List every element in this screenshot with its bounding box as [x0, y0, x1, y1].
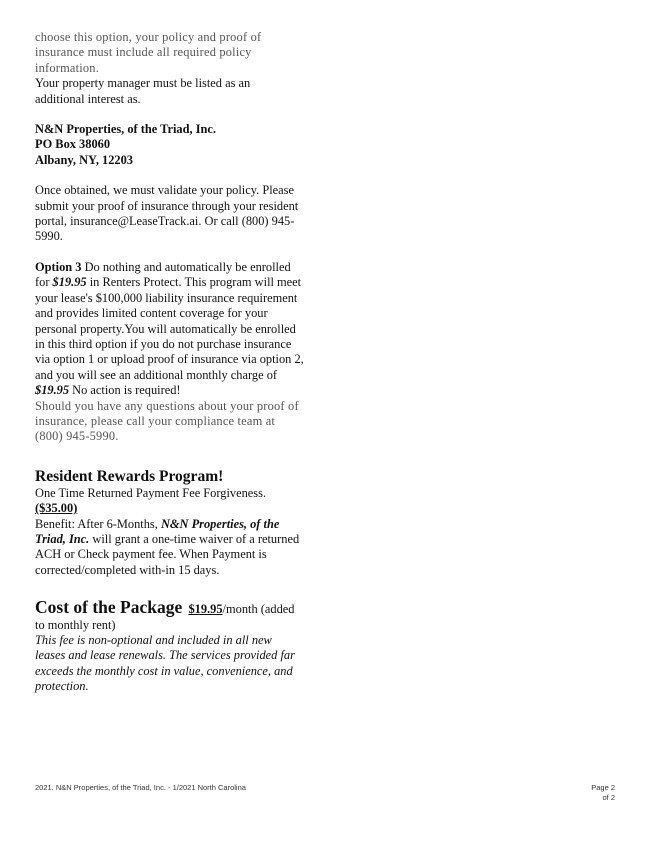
- main-column: [35, 30, 305, 695]
- footer-copyright: 2021. N&N Properties, of the Triad, Inc. - 1/2021 North Carolina: [35, 783, 246, 792]
- cost-unit: /month (added to monthly rent): [35, 602, 295, 632]
- option3-text-c: No action is required!: [69, 383, 181, 398]
- intro-line-4: Your property manager must be listed as an: [35, 76, 251, 91]
- intro-line-2: insurance must include all required policy: [35, 45, 252, 60]
- intro-line-5: additional interest as.: [35, 91, 141, 106]
- rewards-amount: ($35.00): [35, 501, 78, 516]
- address-po-box: PO Box 38060: [35, 137, 111, 152]
- option3-label: Option 3: [35, 259, 82, 274]
- intro-line-1: choose this option, your policy and proof of: [35, 30, 262, 44]
- address-city: Albany, NY, 12203: [35, 152, 134, 167]
- questions-paragraph: Should you have any questions about your proof of insurance, please call your compliance team at (800) 945-5990.: [35, 398, 299, 444]
- intro-line-3: information.: [35, 60, 99, 75]
- cost-price: $19.95: [188, 602, 223, 617]
- option3-price-a: $19.95: [52, 275, 87, 290]
- rewards-line-1: One Time Returned Payment Fee Forgiveness.: [35, 485, 267, 500]
- cost-line: [35, 597, 305, 633]
- cost-note: This fee is non-optional and included in all new leases and lease renewals. The services provided far exceeds the monthly cost in value, convenience, and protection.: [35, 633, 295, 694]
- option3-paragraph: [35, 260, 305, 399]
- rewards-heading: Resident Rewards Program!: [35, 467, 224, 485]
- address-name: N&N Properties, of the Triad, Inc.: [35, 122, 217, 137]
- rewards-benefit-company: N&N Properties, of the Triad, Inc.: [35, 516, 280, 546]
- option3-text-a: Do nothing and automatically be enrolled for: [35, 259, 291, 290]
- footer-page-number: [560, 783, 615, 803]
- rewards-benefit-b: will grant a one-time waiver of a returned ACH or Check payment fee. When Payment is corrected/completed with-in 15 days.: [35, 531, 300, 577]
- validate-paragraph: Once obtained, we must validate your policy. Please submit your proof of insurance through your resident portal, insurance@LeaseTrack.ai. Or call (800) 945-5990.: [35, 183, 299, 244]
- footer-of: of 2: [602, 793, 615, 802]
- option3-price-b: $19.95: [35, 383, 70, 398]
- rewards-benefit: [35, 517, 305, 579]
- cost-heading: Cost of the Package: [35, 597, 183, 618]
- option3-text-b: in Renters Protect. This program will meet your lease's $100,000 liability insurance requirement and provides limited content coverage for your personal property.You will automatically be enrolled in this third option if you do not purchase insurance via option 1 or upload proof of insurance via option 2, and you will see an additional monthly charge of: [35, 275, 304, 382]
- rewards-benefit-a: Benefit: After 6-Months,: [35, 516, 161, 531]
- footer-page: Page 2: [591, 783, 615, 792]
